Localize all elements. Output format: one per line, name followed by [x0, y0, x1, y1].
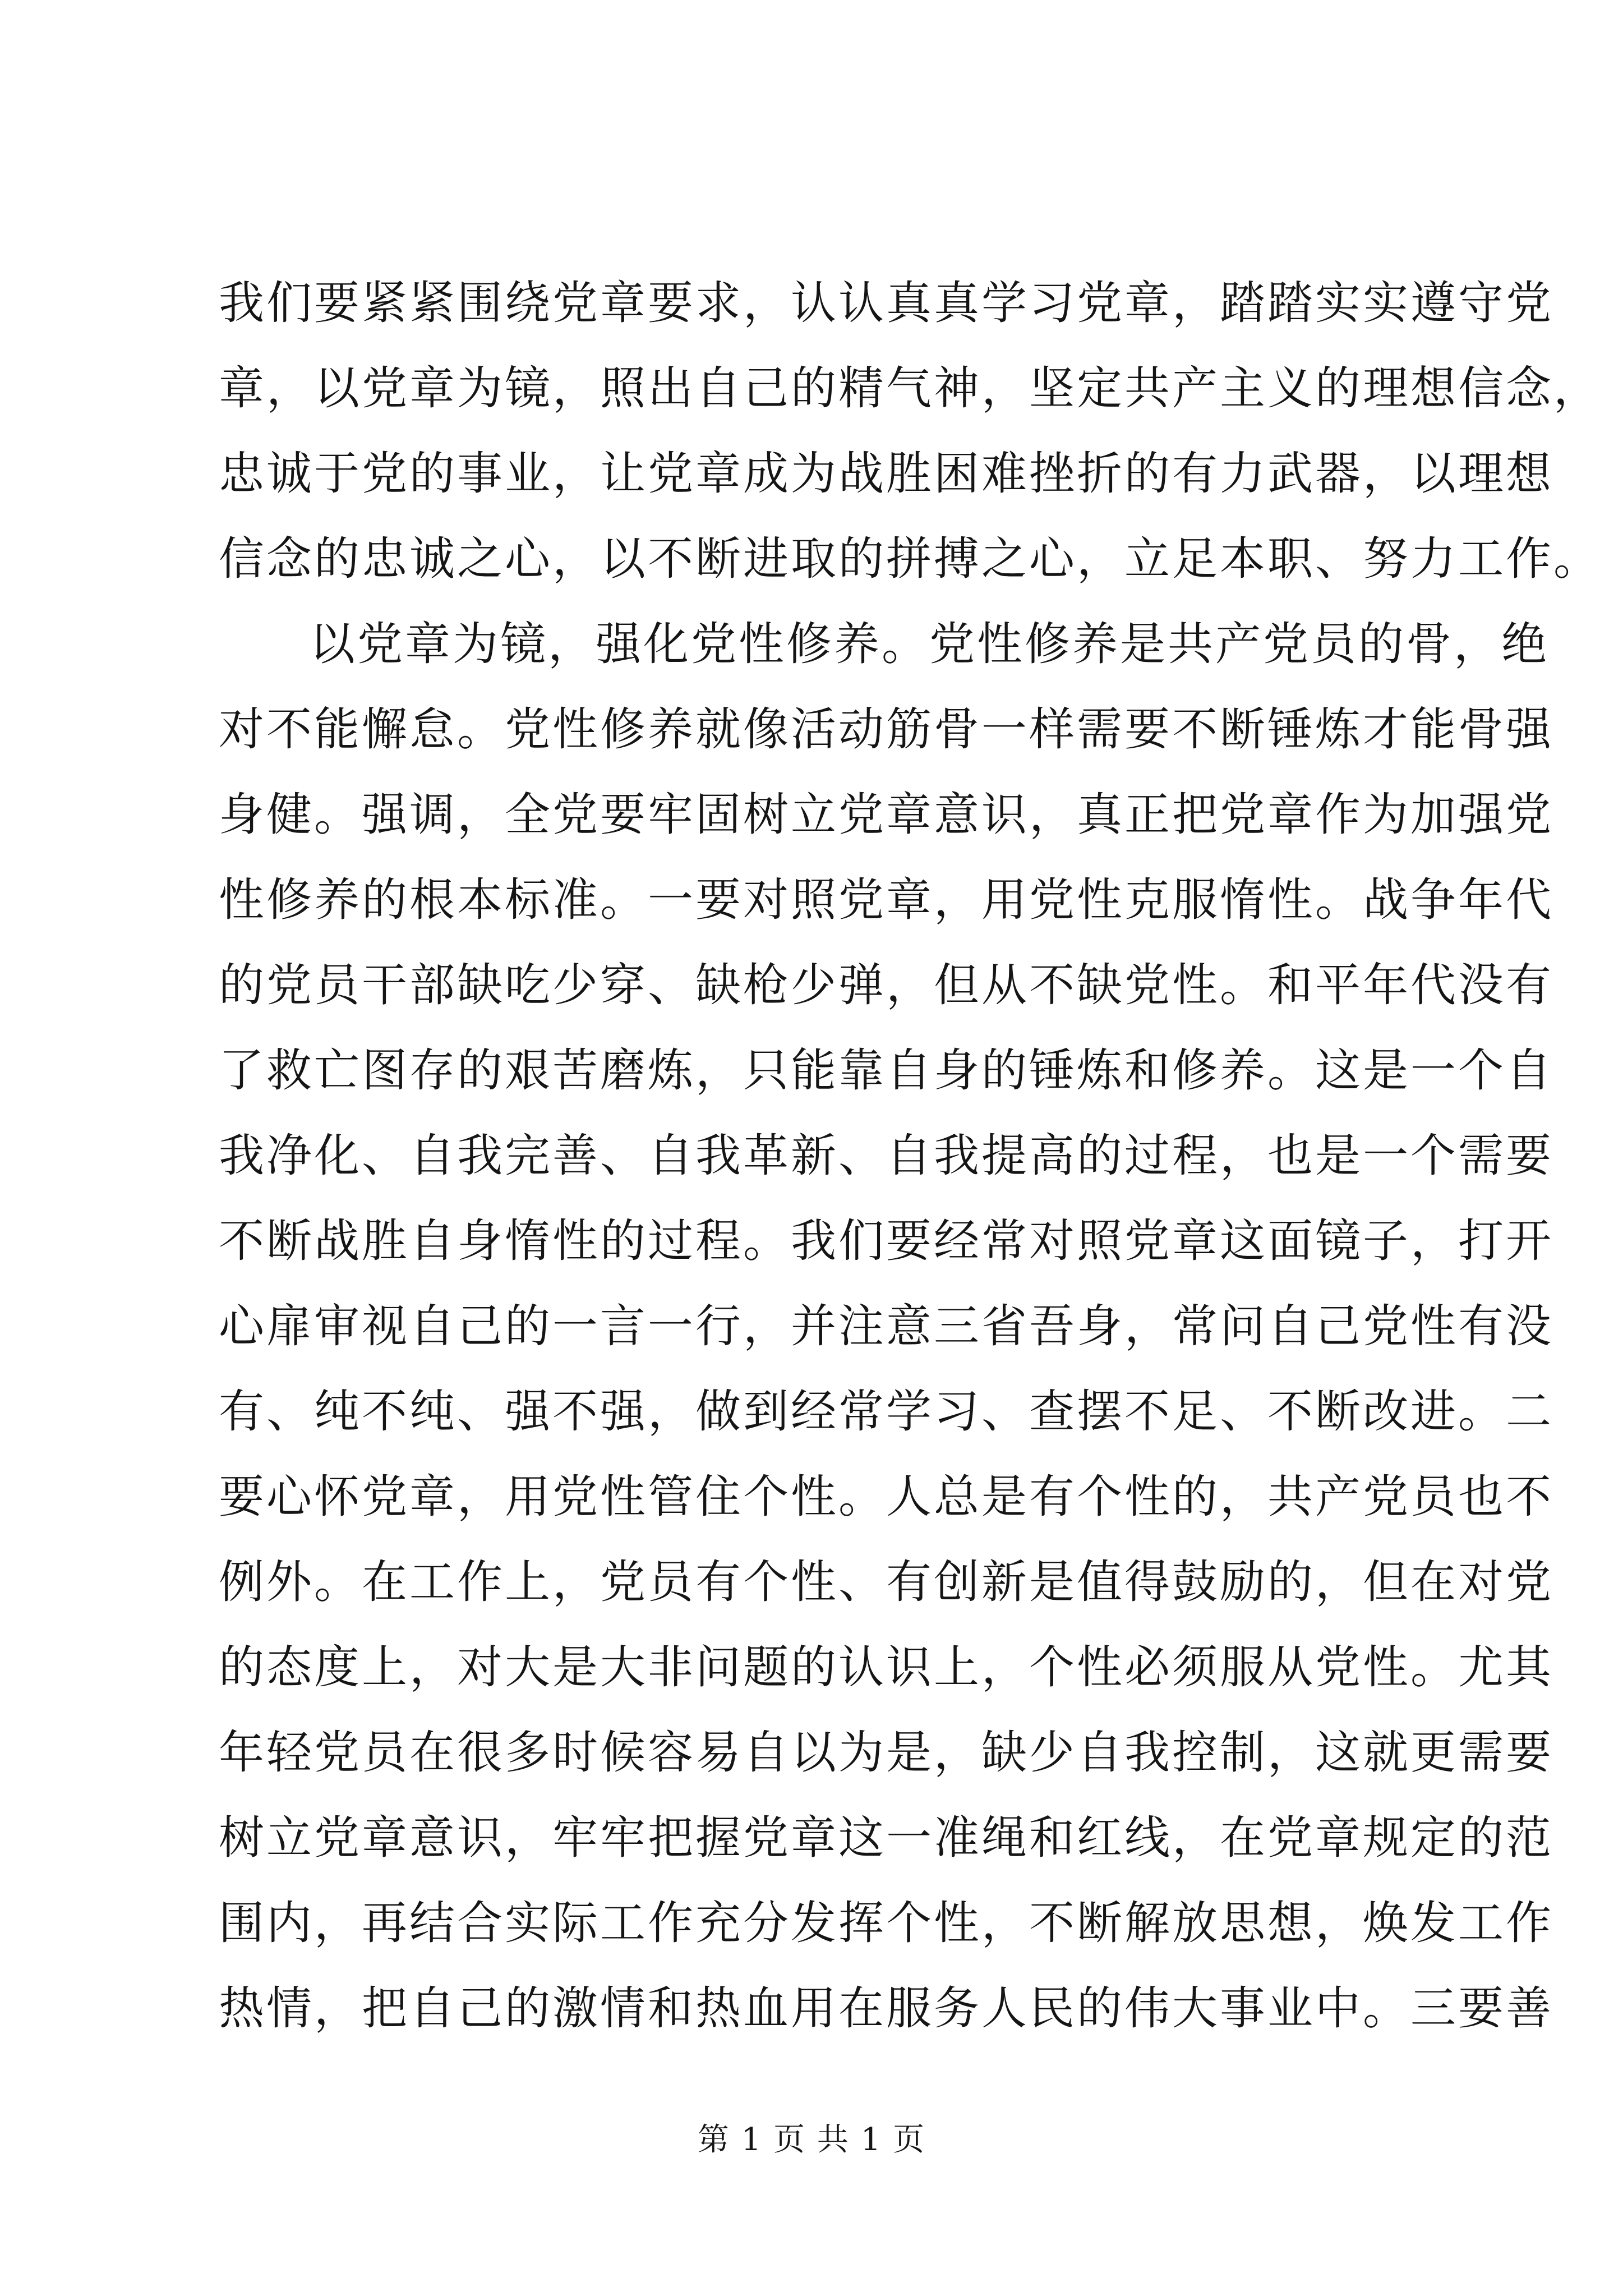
- text-line: 心扉审视自己的一言一行，并注意三省吾身，常问自己党性有没: [219, 1300, 1554, 1353]
- text-line: 年轻党员在很多时候容易自以为是，缺少自我控制，这就更需要: [219, 1727, 1554, 1779]
- text-line: 对不能懈怠。党性修养就像活动筋骨一样需要不断锤炼才能骨强: [219, 703, 1554, 756]
- paragraph-1: [219, 261, 1602, 602]
- text-line-indented: 以党章为镜，强化党性修养。党性修养是共产党员的骨，绝: [310, 618, 1550, 671]
- text-line: 忠诚于党的事业，让党章成为战胜困难挫折的有力武器，以理想: [219, 448, 1554, 500]
- text-line: 我们要紧紧围绕党章要求，认认真真学习党章，踏踏实实遵守党: [219, 277, 1554, 330]
- page-footer: 第 1 页 共 1 页: [697, 2122, 926, 2158]
- text-line: 了救亡图存的艰苦磨炼，只能靠自身的锤炼和修养。这是一个自: [219, 1045, 1554, 1097]
- document-body: [219, 261, 1602, 2051]
- text-line: 热情，把自己的激情和热血用在服务人民的伟大事业中。三要善: [219, 1982, 1554, 2035]
- text-line: 身健。强调，全党要牢固树立党章意识，真正把党章作为加强党: [219, 789, 1554, 841]
- text-line: 信念的忠诚之心，以不断进取的拼搏之心，立足本职、努力工作。: [219, 533, 1602, 586]
- paragraph-2: [219, 602, 1554, 2051]
- text-line: 的党员干部缺吃少穿、缺枪少弹，但从不缺党性。和平年代没有: [219, 959, 1554, 1012]
- text-line: 例外。在工作上，党员有个性、有创新是值得鼓励的，但在对党: [219, 1556, 1554, 1609]
- text-line: 的态度上，对大是大非问题的认识上，个性必须服从党性。尤其: [219, 1641, 1554, 1694]
- text-line: 围内，再结合实际工作充分发挥个性，不断解放思想，焕发工作: [219, 1897, 1554, 1950]
- text-line: 要心怀党章，用党性管住个性。人总是有个性的，共产党员也不: [219, 1471, 1554, 1524]
- text-line: 不断战胜自身惰性的过程。我们要经常对照党章这面镜子，打开: [219, 1215, 1554, 1268]
- text-line: 我净化、自我完善、自我革新、自我提高的过程，也是一个需要: [219, 1130, 1554, 1182]
- text-line: 性修养的根本标准。一要对照党章，用党性克服惰性。战争年代: [219, 874, 1554, 927]
- text-line: 有、纯不纯、强不强，做到经常学习、查摆不足、不断改进。二: [219, 1386, 1554, 1438]
- text-line: 章，以党章为镜，照出自己的精气神，坚定共产主义的理想信念，: [219, 362, 1602, 415]
- text-line: 树立党章意识，牢牢把握党章这一准绳和红线，在党章规定的范: [219, 1812, 1554, 1865]
